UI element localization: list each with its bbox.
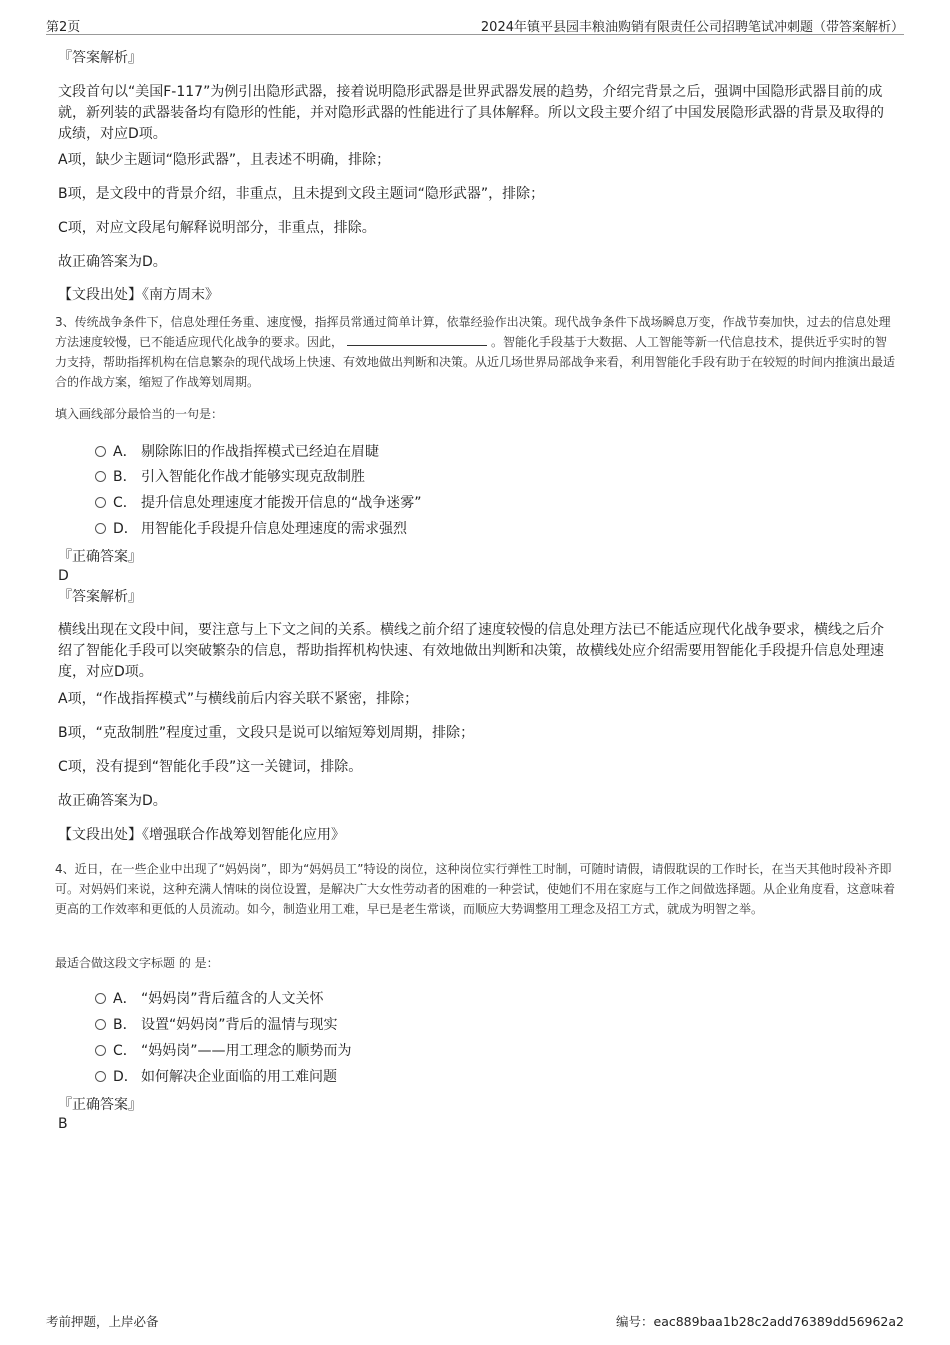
radio-button-icon[interactable] — [95, 1071, 106, 1082]
analysis-option-a: A项，“作战指挥模式”与横线前后内容关联不紧密，排除； — [58, 691, 419, 707]
source-citation: 【文段出处】《增强联合作战筹划智能化应用》 — [58, 827, 345, 843]
question-3-option-a[interactable]: A． 剔除陈旧的作战指挥模式已经迫在眉睫 — [95, 441, 379, 463]
radio-button-icon[interactable] — [95, 1045, 106, 1056]
radio-button-icon[interactable] — [95, 1019, 106, 1030]
analysis-option-a: A项，缺少主题词“隐形武器”，且表述不明确，排除； — [58, 152, 391, 168]
question-4-option-c[interactable]: C． “妈妈岗”——用工理念的顺势而为 — [95, 1040, 352, 1062]
analysis-label: 『答案解析』 — [58, 50, 142, 66]
analysis-option-c: C项，没有提到“智能化手段”这一关键词，排除。 — [58, 759, 363, 775]
correct-answer-value: B — [58, 1116, 68, 1132]
question-3-text — [55, 312, 895, 392]
question-4-option-b[interactable]: B． 设置“妈妈岗”背后的温情与现实 — [95, 1014, 338, 1036]
question-3-option-b[interactable]: B． 引入智能化作战才能够实现克敌制胜 — [95, 466, 365, 488]
analysis-conclusion: 故正确答案为D。 — [58, 254, 167, 270]
analysis-option-b: B项，“克敌制胜”程度过重，文段只是说可以缩短筹划周期，排除； — [58, 725, 475, 741]
analysis-text: 横线出现在文段中间，要注意与上下文之间的关系。横线之前介绍了速度较慢的信息处理方法已不能适应现代化战争要求，横线之后介绍了智能化手段可以突破繁杂的信息，帮助指挥机构快速、有效地做出判断和决策，故横线处应介绍需要用智能化手段提升信息处理速度，对应D项。 — [58, 622, 884, 680]
question-3-text-before: 3、传统战争条件下，信息处理任务重、速度慢，指挥员常通过简单计算，依靠经验作出决策。现代战争条件下战场瞬息万变，作战节奏加快，过去的信息处理方法速度较慢，已不能适应现代化战争的要求。因此， — [55, 315, 891, 349]
radio-button-icon[interactable] — [95, 497, 106, 508]
question-3-option-d[interactable]: D． 用智能化手段提升信息处理速度的需求强烈 — [95, 518, 407, 540]
question-3-prompt: 填入画线部分最恰当的一句是： — [55, 407, 224, 421]
page-header — [46, 14, 904, 35]
document-id: 编号：eac889baa1b28c2add76389dd56962a2 — [616, 1314, 904, 1329]
question-4-option-d[interactable]: D． 如何解决企业面临的用工难问题 — [95, 1066, 337, 1088]
document-title: 2024年镇平县园丰粮油购销有限责任公司招聘笔试冲刺题（带答案解析） — [480, 20, 904, 35]
analysis-conclusion: 故正确答案为D。 — [58, 793, 167, 809]
correct-answer-label: 『正确答案』 — [58, 549, 142, 565]
source-citation: 【文段出处】《南方周末》 — [58, 287, 219, 303]
correct-answer-label: 『正确答案』 — [58, 1097, 142, 1113]
question-3-text-after: 。智能化手段基于大数据、人工智能等新一代信息技术，提供近乎实时的智力支持，帮助指挥机构在信息繁杂的现代战场上快速、有效地做出判断和决策。从近几场世界局部战争来看，利用智能化手段有助于在较短的时间内推演出最适合的作战方案，缩短了作战筹划周期。 — [55, 335, 896, 389]
radio-button-icon[interactable] — [95, 471, 106, 482]
analysis-option-b: B项，是文段中的背景介绍，非重点，且未提到文段主题词“隐形武器”，排除； — [58, 186, 545, 202]
radio-button-icon[interactable] — [95, 993, 106, 1004]
page-number: 第2页 — [46, 20, 81, 35]
correct-answer-value: D — [58, 568, 69, 584]
analysis-option-c: C项，对应文段尾句解释说明部分，非重点，排除。 — [58, 220, 376, 236]
question-4-option-a[interactable]: A． “妈妈岗”背后蕴含的人文关怀 — [95, 988, 324, 1010]
analysis-text: 文段首句以“美国F-117”为例引出隐形武器，接着说明隐形武器是世界武器发展的趋势，介绍完背景之后，强调中国隐形武器目前的成就，新列装的武器装备均有隐形的性能，并对隐形武器的性能进行了具体解释。所以文段主要介绍了中国发展隐形武器的背景及取得的成绩，对应D项。 — [58, 84, 884, 142]
analysis-label: 『答案解析』 — [58, 589, 142, 605]
radio-button-icon[interactable] — [95, 446, 106, 457]
question-4-prompt: 最适合做这段文字标题 的 是： — [55, 956, 219, 970]
footer-slogan: 考前押题，上岸必备 — [46, 1314, 159, 1329]
radio-button-icon[interactable] — [95, 523, 106, 534]
question-4-text: 4、近日，在一些企业中出现了“妈妈岗”，即为“妈妈员工”特设的岗位，这种岗位实行弹性工时制，可随时请假，请假耽误的工作时长，在当天其他时段补齐即可。对妈妈们来说，这种充满人情味的岗位设置，是解决广大女性劳动者的困难的一种尝试，使她们不用在家庭与工作之间做选择题。从企业角度看，这意味着更高的工作效率和更低的人员流动。如今，制造业用工难，早已是老生常谈，而顺应大势调整用工理念及招工方式，就成为明智之举。 — [55, 862, 896, 916]
question-3-option-c[interactable]: C． 提升信息处理速度才能拨开信息的“战争迷雾” — [95, 492, 422, 514]
fill-blank-line — [347, 333, 487, 346]
